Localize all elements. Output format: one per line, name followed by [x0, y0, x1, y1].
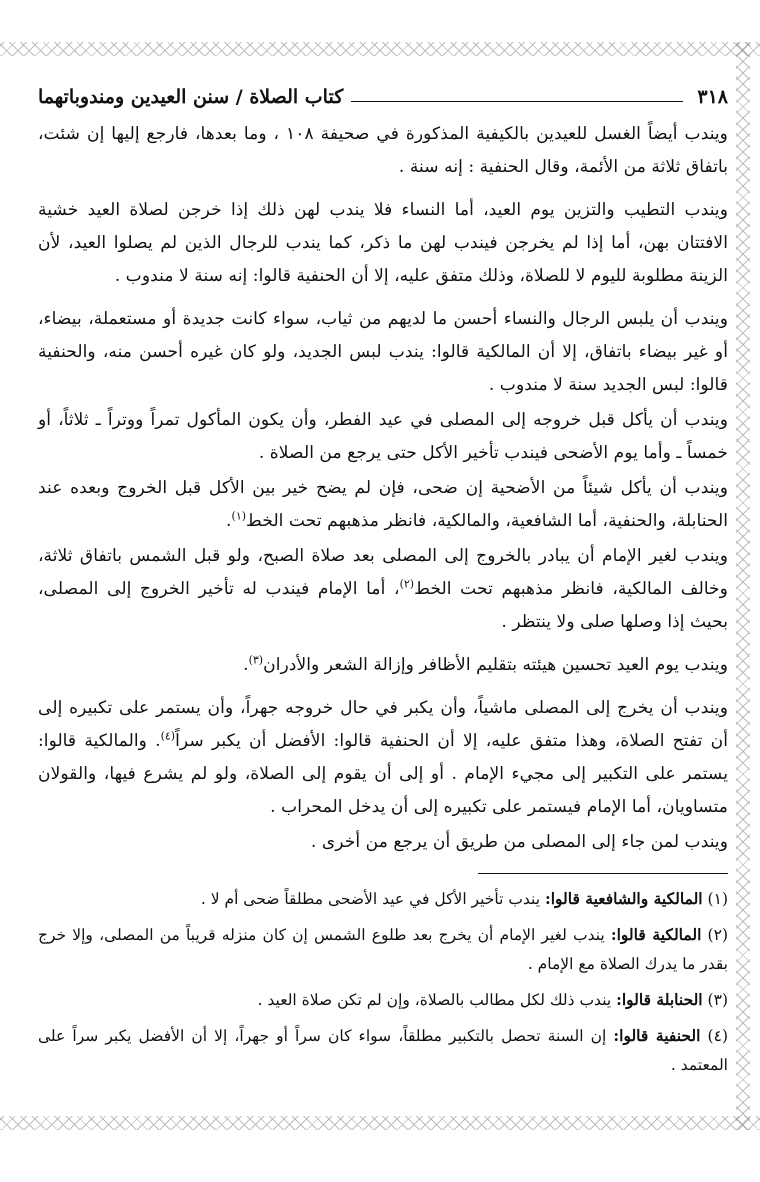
decorative-border-right	[736, 42, 750, 1130]
footnotes	[38, 884, 728, 1080]
decorative-border-top	[0, 42, 760, 56]
paragraph: ويندب أن يأكل قبل خروجه إلى المصلى في عيد الفطر، وأن يكون المأكول تمراً ووتراً ـ ثلاثاً، أو خمساً ـ وأما يوم الأضحى فيندب تأخير الأكل حتى يرجع من الصلاة .	[38, 410, 728, 463]
footnote-separator	[478, 873, 728, 874]
footnote: (١) المالكية والشافعية قالوا: يندب تأخير الأكل في عيد الأضحى مطلقاً ضحى أم لا .	[200, 889, 728, 908]
paragraph: ويندب يوم العيد تحسين هيئته بتقليم الأظافر وإزالة الشعر والأدران$^{(٣)}$.	[243, 653, 728, 675]
running-header	[38, 80, 728, 108]
chapter-title: كتاب الصلاة / سنن العيدين ومندوباتهما	[38, 86, 344, 108]
footnote-ref[interactable]: (٣)	[248, 653, 264, 667]
book-page	[38, 80, 728, 1110]
decorative-border-bottom	[0, 1116, 760, 1130]
paragraph: ويندب أن يخرج إلى المصلى ماشياً، وأن يكبر في حال خروجه جهراً، وأن يستمر على تكبيره إلى أن تفتح الصلاة، وهذا متفق عليه، إلا أن الحنفية قالوا: الأفضل أن يكبر سراً$^{(٤)}$. والمالكية قالوا: يستمر على التكبير إلى مجيء الإمام . أو إلى أن يقوم إلى الصلاة، ولو لم يشرع فيها، والقولان متساويان، أما الإمام فيستمر على تكبيره إلى أن يدخل المحراب .	[38, 698, 728, 817]
header-rule	[351, 101, 683, 102]
footnote: (٣) الحنابلة قالوا: يندب ذلك لكل مطالب بالصلاة، وإن لم تكن صلاة العيد .	[257, 990, 728, 1009]
footnote: (٢) المالكية قالوا: يندب لغير الإمام أن يخرج بعد طلوع الشمس إن كان منزله قريباً من المصلى، وإلا خرج بقدر ما يدرك الصلاة مع الإمام .	[38, 925, 728, 973]
footnote-ref[interactable]: (١)	[231, 509, 247, 523]
paragraph: ويندب لمن جاء إلى المصلى من طريق أن يرجع من أخرى .	[310, 832, 728, 852]
main-text	[38, 118, 728, 859]
paragraph: ويندب أيضاً الغسل للعيدين بالكيفية المذكورة في صحيفة ١٠٨ ، وما بعدها، فارجع إليها إن شئت، باتفاق ثلاثة من الأئمة، وقال الحنفية : إنه سنة .	[38, 124, 728, 177]
footnote: (٤) الحنفية قالوا: إن السنة تحصل بالتكبير مطلقاً، سواء كان سراً أو جهراً، إلا أن الأفضل يكبر سراً على المعتمد .	[38, 1026, 728, 1074]
paragraph: ويندب التطيب والتزين يوم العيد، أما النساء فلا يندب لهن ذلك إذا خرجن لصلاة العيد خشية الافتتان بهن، أما إذا لم يخرجن فيندب لهن ما ذكر، كما يندب للرجال الذين لم يصلوا العيد، لأن الزينة مطلوبة لليوم لا للصلاة، وذلك متفق عليه، إلا أن الحنفية قالوا: إنه سنة لا مندوب .	[38, 200, 728, 286]
paragraph: ويندب أن يأكل شيئاً من الأضحية إن ضحى، فإن لم يضح خير بين الأكل قبل الخروج وبعده عند الحنابلة، والحنفية، أما الشافعية، والمالكية، فانظر مذهبهم تحت الخط$^{(١)}$.	[38, 478, 728, 531]
page-number: ٣١٨	[697, 86, 728, 108]
paragraph: ويندب لغير الإمام أن يبادر بالخروج إلى المصلى بعد صلاة الصبح، ولو قبل الشمس باتفاق ثلاثة، وخالف المالكية، فانظر مذهبهم تحت الخط$^{(٢)}$، أما الإمام فيندب له تأخير الخروج إلى المصلى، بحيث إذا وصلها صلى ولا ينتظر .	[38, 546, 728, 632]
paragraph: ويندب أن يلبس الرجال والنساء أحسن ما لديهم من ثياب، سواء كانت جديدة أو مستعملة، بيضاء، أو غير بيضاء باتفاق، إلا أن المالكية قالوا: يندب لبس الجديد، ولو كان غيره أحسن منه، والحنفية قالوا: لبس الجديد سنة لا مندوب .	[38, 309, 728, 395]
footnote-ref[interactable]: (٢)	[399, 577, 415, 591]
footnote-ref[interactable]: (٤)	[160, 729, 176, 743]
